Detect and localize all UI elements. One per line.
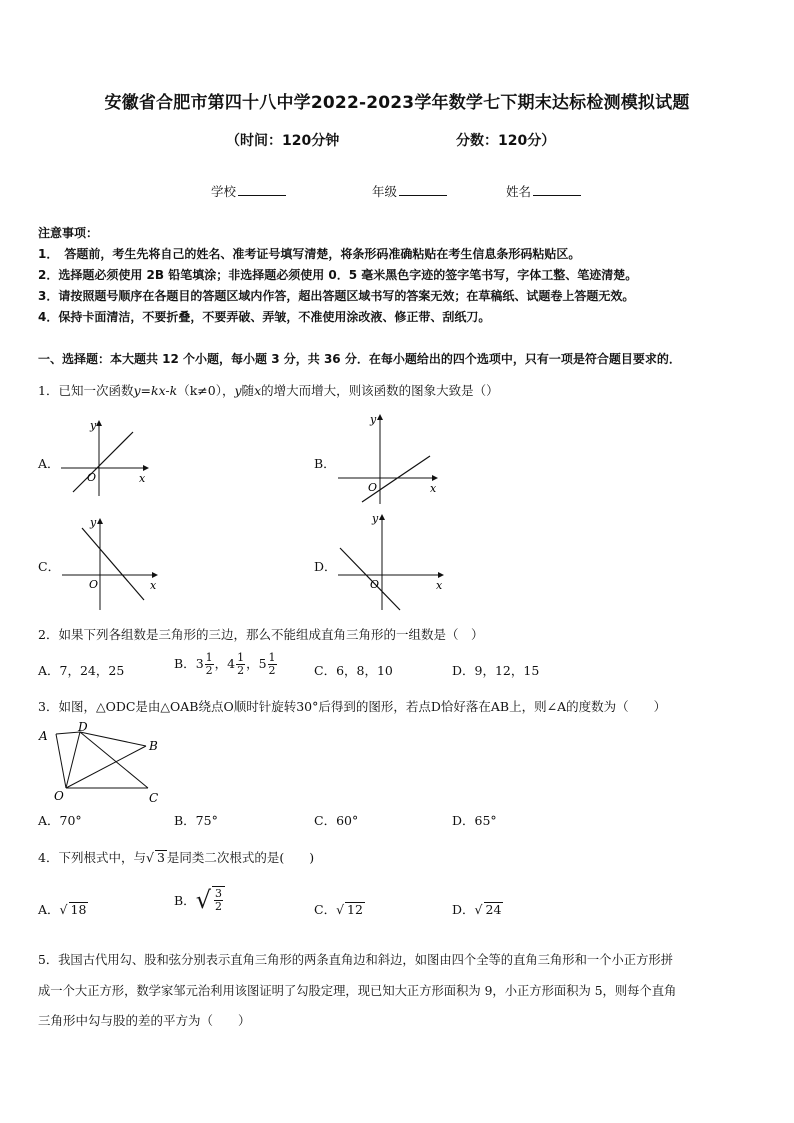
origin-label: O <box>368 481 378 494</box>
q4-option-d: D．√ 24 <box>452 902 502 917</box>
q2-option-b: B．3 $\frac{1}{2}$ ，4 $\frac{1}{2}$ ，5 $\frac{1}{2}$ <box>174 651 276 677</box>
point-a-label: A <box>39 729 48 743</box>
school-field: 学校 <box>211 182 286 200</box>
q2-option-d: D．9，12，15 <box>452 663 540 678</box>
radical: 3 <box>156 850 165 865</box>
axis-y-label: y <box>370 413 377 426</box>
q3-option-a: A．70° <box>38 813 82 828</box>
q1-graph-a <box>55 418 150 498</box>
question-2-stem: 2．如果下列各组数是三角形的三边，那么不能组成直角三角形的一组数是（ ） <box>38 627 484 642</box>
section-heading: 一、选择题：本大题共 12 个小题，每小题 3 分，共 36 分．在每小题给出的四个选项中，只有一项是符合题目要求的． <box>38 352 681 366</box>
q4-option-a: A．√ 18 <box>38 902 87 917</box>
point-b-label: B <box>149 739 158 753</box>
question-5-line: 三角形中勾与股的差的平方为（ ） <box>38 1013 251 1028</box>
question-5-line: 5．我国古代用勾、股和弦分别表示直角三角形的两条直角边和斜边，如图由四个全等的直角三角形和一个小正方形拼 <box>38 953 673 967</box>
question-4-stem: 4．下列根式中，与√ 3 是同类二次根式的是( ) <box>38 850 315 865</box>
q1-option-d-label: D． <box>314 559 337 574</box>
question-1-stem: 1．已知一次函数y=kx-k（k≠0），y随x的增大而增大，则该函数的图象大致是（） <box>38 383 499 398</box>
notice-item: 4．保持卡面清洁，不要折叠，不要弄破、弄皱，不准使用涂改液、修正带、刮纸刀。 <box>38 310 491 324</box>
origin-label: O <box>89 578 99 591</box>
q3-figure <box>36 720 166 806</box>
point-o-label: O <box>54 789 64 803</box>
point-c-label: C <box>149 791 159 805</box>
q1-graph-b <box>332 410 440 506</box>
axis-y-label: y <box>90 419 97 432</box>
q3-option-c: C．60° <box>314 813 359 828</box>
axis-x-label: x <box>430 482 437 495</box>
q3-option-d: D．65° <box>452 813 497 828</box>
q1-graph-c <box>58 512 158 612</box>
q4-option-b: B．√ $\frac{3}{2}$ <box>174 886 226 914</box>
question-3-stem: 3．如图，△ODC是由△OAB绕点O顺时针旋转30°后得到的图形，若点D恰好落在AB上，则∠A的度数为（ ） <box>38 699 667 714</box>
q3-option-b: B．75° <box>174 813 218 828</box>
origin-label: O <box>87 471 97 484</box>
q2-option-a: A．7，24，25 <box>38 663 125 678</box>
page-title: 安徽省合肥市第四十八中学2022-2023学年数学七下期末达标检测模拟试题 <box>104 93 690 113</box>
q2-option-c: C．6，8，10 <box>314 663 393 678</box>
notice-heading: 注意事项： <box>38 226 99 240</box>
q1-graph-d <box>334 508 444 612</box>
q1-option-c-label: C． <box>38 559 61 574</box>
time-limit: （时间：120分钟 <box>226 133 340 149</box>
q4-option-c: C．√ 12 <box>314 902 363 917</box>
axis-y-label: y <box>372 512 379 525</box>
q1-option-a-label: A． <box>38 456 60 471</box>
notice-item: 1． 答题前，考生先将自己的姓名、准考证号填写清楚，将条形码准确粘贴在考生信息条形码粘贴区。 <box>38 247 581 261</box>
axis-x-label: x <box>150 579 157 592</box>
question-5-line: 成一个大正方形，数学家邹元治利用该图证明了勾股定理，现已知大正方形面积为 9，小正方形面积为 5，则每个直角 <box>38 984 677 998</box>
axis-y-label: y <box>90 516 97 529</box>
point-d-label: D <box>78 720 88 734</box>
total-score: 分数：120分） <box>456 133 556 149</box>
axis-x-label: x <box>139 472 146 485</box>
axis-x-label: x <box>436 579 443 592</box>
origin-label: O <box>370 578 380 591</box>
q1-option-b-label: B． <box>314 456 336 471</box>
grade-field: 年级 <box>372 182 447 200</box>
name-field: 姓名 <box>506 182 581 200</box>
notice-item: 3．请按照题号顺序在各题目的答题区域内作答，超出答题区域书写的答案无效；在草稿纸、试题卷上答题无效。 <box>38 289 635 303</box>
notice-item: 2．选择题必须使用 2B 铅笔填涂；非选择题必须使用 0．5 毫米黑色字迹的签字笔书写，字体工整、笔迹清楚。 <box>38 268 638 282</box>
